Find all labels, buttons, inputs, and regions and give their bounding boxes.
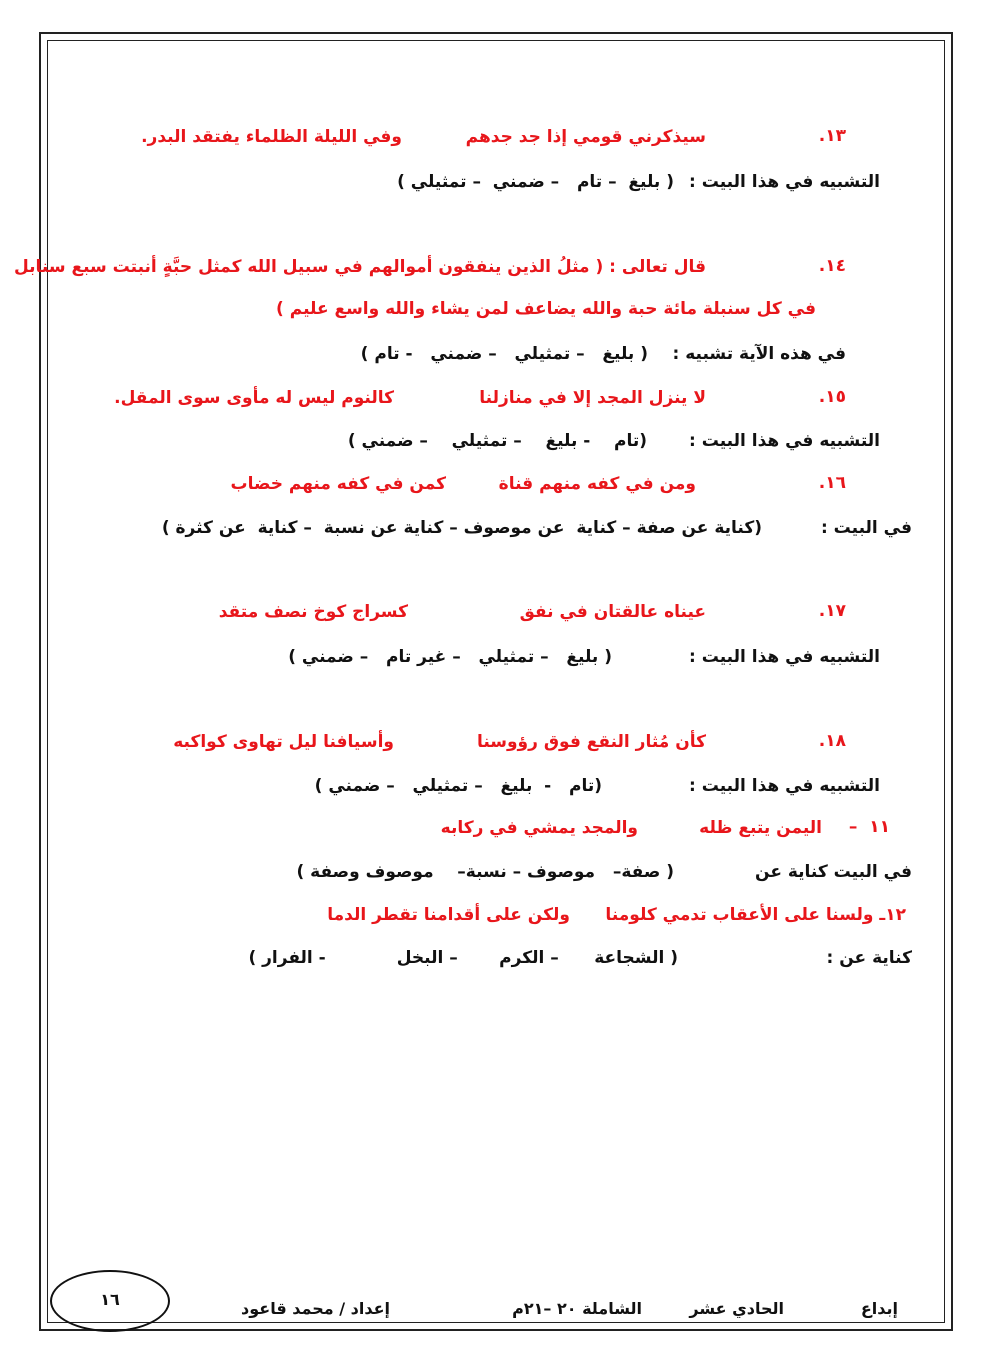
q16-number: ١٦.	[818, 473, 846, 493]
q11b-prompt: في البيت كناية عن	[755, 862, 912, 882]
q17-hemistich-2: كسراج كوخ نصف متقد	[218, 602, 408, 622]
q15-options: (تام - بليغ – تمثيلي – ضمني )	[347, 431, 647, 451]
q15-number: ١٥.	[818, 387, 846, 407]
q18-hemistich-1: كأن مُثار النقع فوق رؤوسنا	[476, 732, 706, 752]
q14-prompt: في هذه الآية تشبيه :	[672, 344, 846, 364]
q18-prompt: التشبيه في هذا البيت :	[689, 776, 880, 796]
q14-options: ( بليغ – تمثيلي – ضمني - تام )	[360, 344, 648, 364]
q12b-line: ١٢ـ ولسنا على الأعقاب تدمي كلومنا ولكن على أقدامنا تقطر الدما	[327, 905, 906, 925]
q16-hemistich-2: كمن في كفه منهم خضاب	[230, 474, 446, 494]
q11b-hemistich-2: والمجد يمشي في ركابه	[440, 818, 638, 838]
q13-number: ١٣.	[818, 126, 846, 146]
q15-hemistich-2: كالنوم ليس له مأوى سوى المقل.	[114, 388, 394, 408]
q17-number: ١٧.	[818, 601, 846, 621]
q18-hemistich-2: وأسيافنا ليل تهاوى كواكبه	[173, 732, 394, 752]
q13-options: ( بليغ – تام – ضمني – تمثيلي )	[397, 172, 674, 192]
q16-hemistich-1: ومن في كفه منهم قناة	[498, 474, 696, 494]
q11b-number: ١١ –	[848, 817, 890, 837]
q18-options: (تام - بليغ – تمثيلي – ضمني )	[314, 776, 602, 796]
q16-prompt: في البيت :	[820, 518, 912, 538]
q17-prompt: التشبيه في هذا البيت :	[689, 647, 880, 667]
q18-number: ١٨.	[818, 731, 846, 751]
footer-brand: إبداع	[860, 1299, 898, 1318]
q14-line-1: قال تعالى : ( مثلُ الذين ينفقون أموالهم في سبيل الله كمثل حبَّةٍ أنبتت سبع سنابل	[13, 257, 706, 277]
footer-grade: الحادي عشر	[689, 1299, 784, 1318]
q13-hemistich-1: سيذكرني قومي إذا جد جدهم	[465, 127, 706, 147]
q11b-options: ( صفة– موصوف – نسبة– موصوف وصفة )	[296, 862, 674, 882]
footer-author: إعداد / محمد قاعود	[241, 1299, 390, 1318]
q12b-prompt: كناية عن :	[826, 948, 912, 968]
q15-prompt: التشبيه في هذا البيت :	[689, 431, 880, 451]
q15-hemistich-1: لا ينزل المجد إلا في منازلنا	[479, 388, 706, 408]
q17-options: ( بليغ – تمثيلي – غير تام – ضمني )	[288, 647, 612, 667]
page-border-inner	[47, 40, 945, 1323]
q13-hemistich-2: وفي الليلة الظلماء يفتقد البدر.	[141, 127, 402, 147]
q14-number: ١٤.	[818, 256, 846, 276]
q17-hemistich-1: عيناه عالقتان في نفق	[519, 602, 706, 622]
page-number: ١٦	[100, 1290, 120, 1309]
footer-course: الشاملة ٢٠ –٢١م	[512, 1299, 642, 1318]
q16-options: (كناية عن صفة – كناية عن موصوف – كناية عن نسبة – كناية عن كثرة )	[161, 518, 762, 538]
q14-line-2: في كل سنبلة مائة حبة والله يضاعف لمن يشاء والله واسع عليم )	[276, 299, 816, 319]
q13-prompt: التشبيه في هذا البيت :	[689, 172, 880, 192]
q12b-options: ( الشجاعة – الكرم – البخل - الفرار )	[248, 948, 678, 968]
q11b-hemistich-1: اليمن يتبع ظله	[699, 818, 822, 838]
